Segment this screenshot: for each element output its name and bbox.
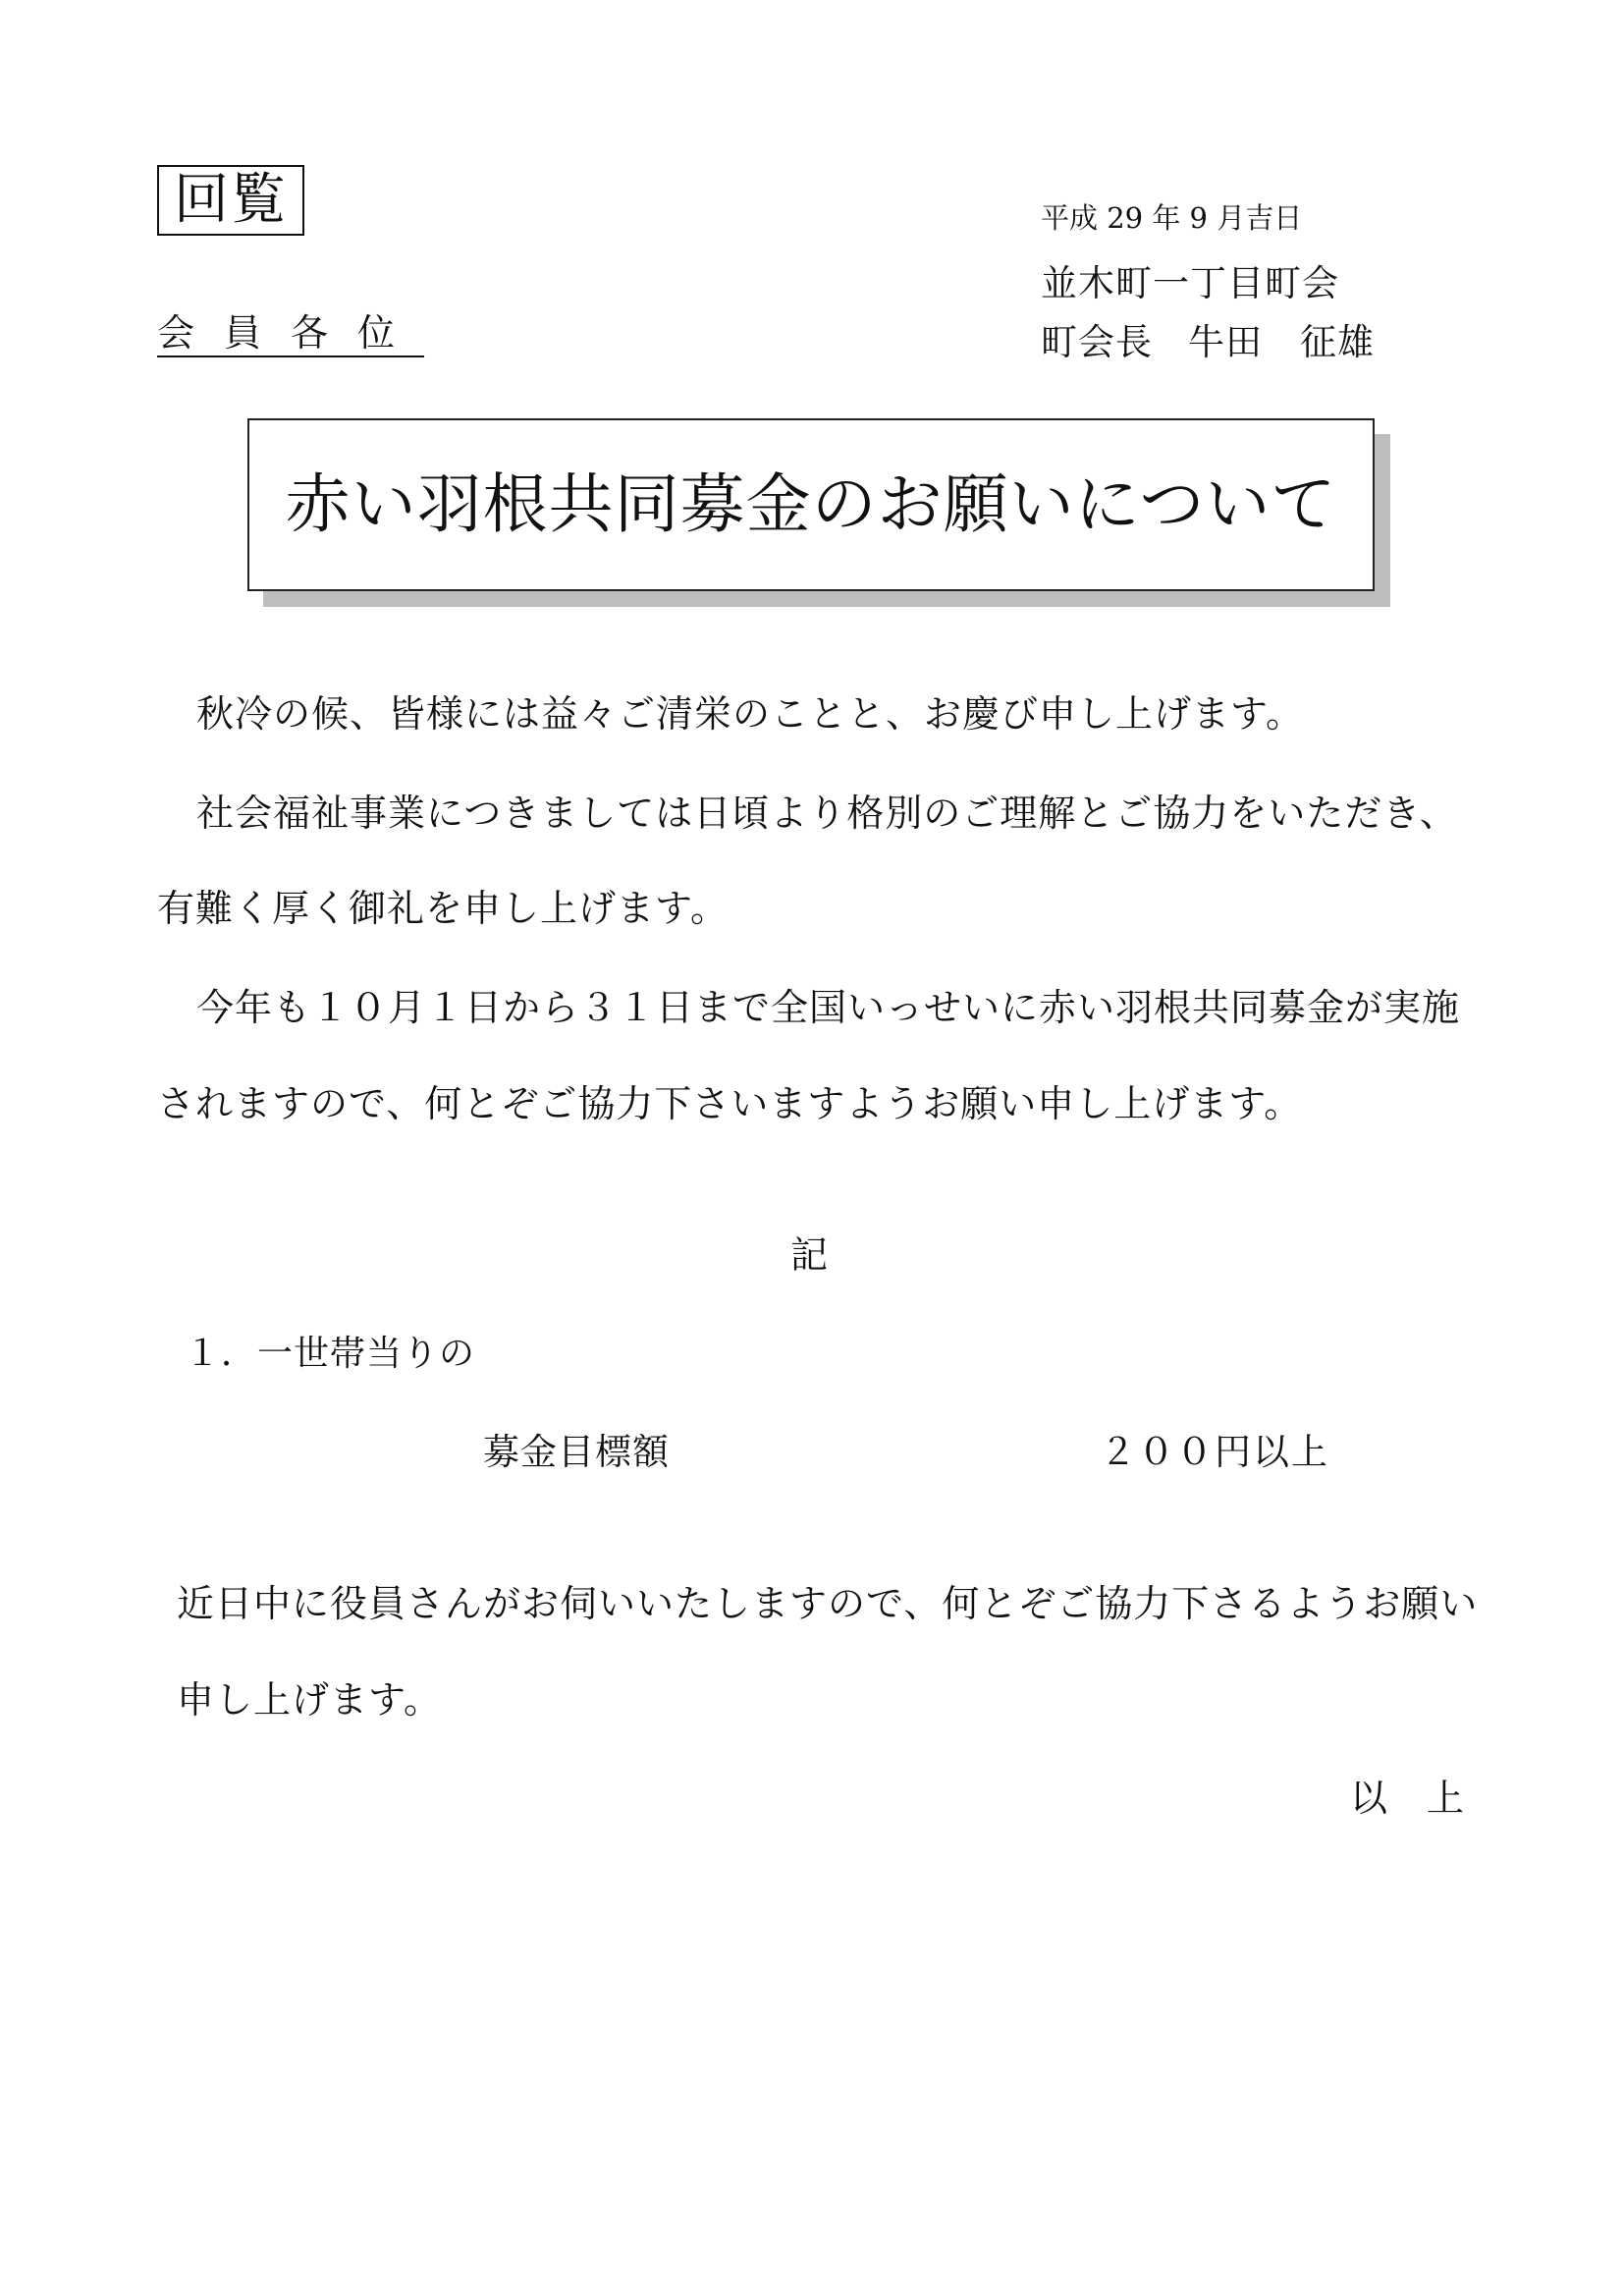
circulation-label: 回覧: [157, 165, 304, 236]
ki-heading: 記: [790, 1233, 829, 1277]
closing-line-2: 申し上げます。: [177, 1678, 442, 1722]
closing-line-1: 近日中に役員さんがお伺いいたしますので、何とぞご協力下さるようお願い: [177, 1582, 1479, 1625]
organization-name: 並木町一丁目町会: [1041, 262, 1339, 304]
goal-label: 募金目標額: [483, 1431, 670, 1473]
body-line-1: 秋冷の候、皆様には益々ご清栄のことと、お慶び申し上げます。: [196, 692, 1304, 736]
document-title: 赤い羽根共同募金のお願いについて: [247, 418, 1375, 591]
goal-value: ２００円以上: [1100, 1431, 1329, 1473]
chair-title: 町会長: [1041, 321, 1153, 363]
date-line: 平成 29 年 9 月吉日: [1041, 201, 1303, 235]
body-line-5: されますので、何とぞご協力下さいますようお願い申し上げます。: [157, 1082, 1303, 1125]
closing-ijo: 以上: [1350, 1777, 1504, 1820]
body-line-3: 有難く厚く御礼を申し上げます。: [157, 887, 729, 930]
body-line-2: 社会福祉事業につきましては日頃より格別のご理解とご協力をいただき、: [196, 792, 1458, 835]
item-1-label: １．一世帯当りの: [185, 1334, 476, 1374]
body-line-4: 今年も１０月１日から３１日まで全国いっせいに赤い羽根共同募金が実施: [196, 986, 1461, 1029]
recipient-line: 会員各位: [157, 311, 425, 355]
chair-line: [1041, 312, 1375, 365]
chair-name: 牛田 征雄: [1188, 321, 1375, 363]
